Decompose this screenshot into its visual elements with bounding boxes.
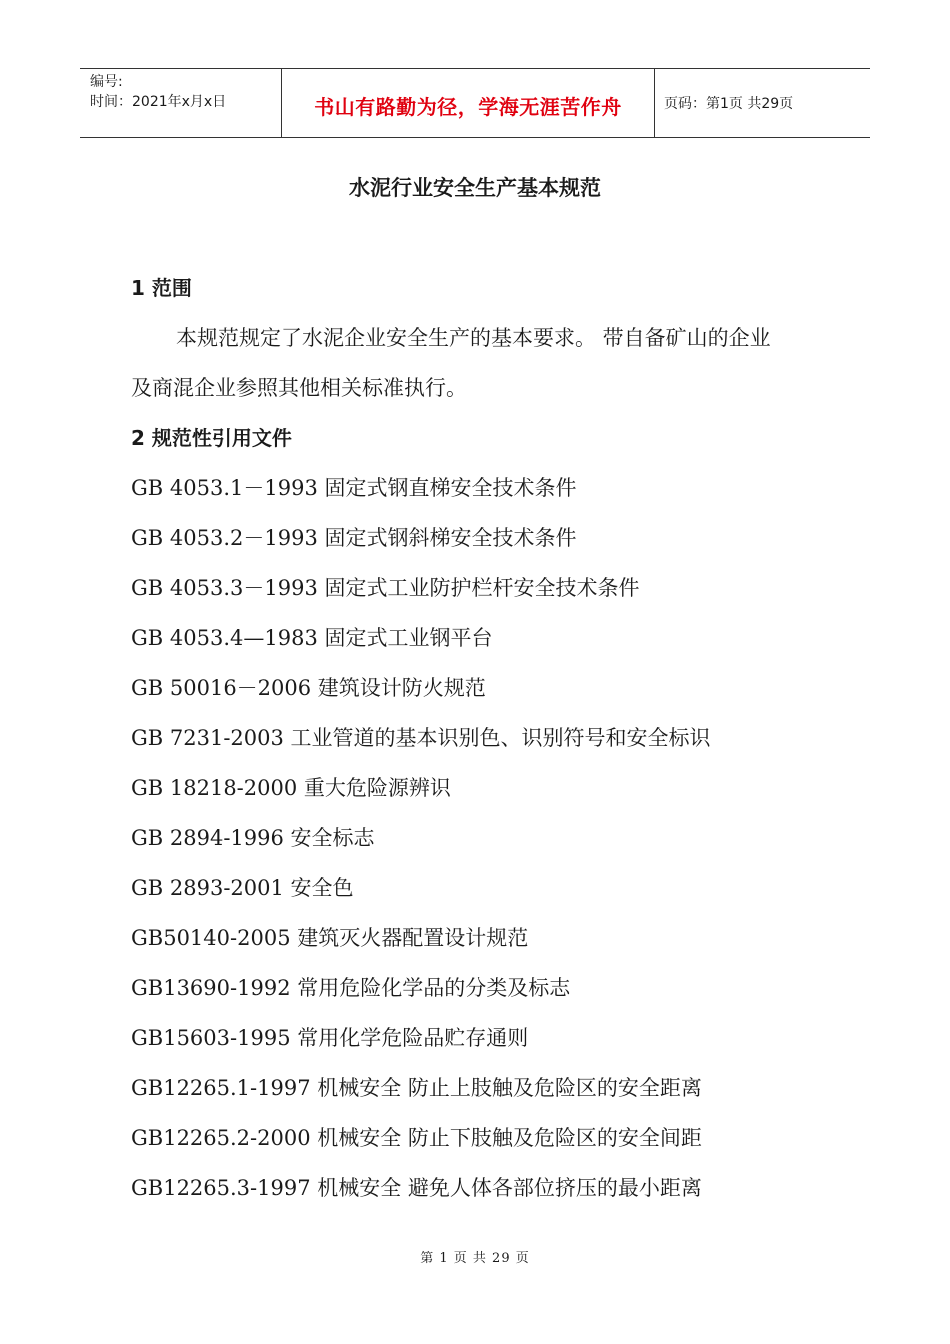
reference-item: GB12265.2-2000 机械安全 防止下肢触及危险区的安全间距 xyxy=(131,1126,702,1150)
reference-item: GB12265.1-1997 机械安全 防止上肢触及危险区的安全距离 xyxy=(131,1076,702,1100)
date-line: 时间：2021年x月x日 xyxy=(90,94,227,110)
scope-paragraph-line: 及商混企业参照其他相关标准执行。 xyxy=(131,376,467,400)
scope-paragraph-line: 本规范规定了水泥企业安全生产的基本要求。 带自备矿山的企业 xyxy=(176,326,771,350)
header-meta xyxy=(90,72,226,112)
header-page-info: 页码：第1页 共29页 xyxy=(664,96,794,112)
reference-item: GB 4053.3－1993 固定式工业防护栏杆安全技术条件 xyxy=(131,576,640,600)
section-heading-references: 2 规范性引用文件 xyxy=(131,426,292,450)
reference-item: GB 7231-2003 工业管道的基本识别色、识别符号和安全标识 xyxy=(131,726,711,750)
reference-item: GB 2893-2001 安全色 xyxy=(131,876,354,900)
page-footer: 第 1 页 共 29 页 xyxy=(420,1251,530,1266)
code-label: 编号: xyxy=(90,74,123,90)
reference-item: GB15603-1995 常用化学危险品贮存通则 xyxy=(131,1026,529,1050)
reference-item: GB12265.3-1997 机械安全 避免人体各部位挤压的最小距离 xyxy=(131,1176,702,1200)
document-title: 水泥行业安全生产基本规范 xyxy=(349,176,601,200)
reference-item: GB 4053.2－1993 固定式钢斜梯安全技术条件 xyxy=(131,526,577,550)
reference-item: GB50140-2005 建筑灭火器配置设计规范 xyxy=(131,926,529,950)
header-motto: 书山有路勤为径，学海无涯苦作舟 xyxy=(314,95,622,119)
reference-item: GB 4053.1－1993 固定式钢直梯安全技术条件 xyxy=(131,476,577,500)
header-divider xyxy=(654,69,655,137)
reference-item: GB13690-1992 常用危险化学品的分类及标志 xyxy=(131,976,571,1000)
reference-item: GB 2894-1996 安全标志 xyxy=(131,826,375,850)
section-heading-scope: 1 范围 xyxy=(131,276,192,300)
reference-item: GB 4053.4—1983 固定式工业钢平台 xyxy=(131,626,493,650)
reference-item: GB 50016－2006 建筑设计防火规范 xyxy=(131,676,486,700)
reference-item: GB 18218-2000 重大危险源辨识 xyxy=(131,776,451,800)
page-header xyxy=(80,68,870,138)
